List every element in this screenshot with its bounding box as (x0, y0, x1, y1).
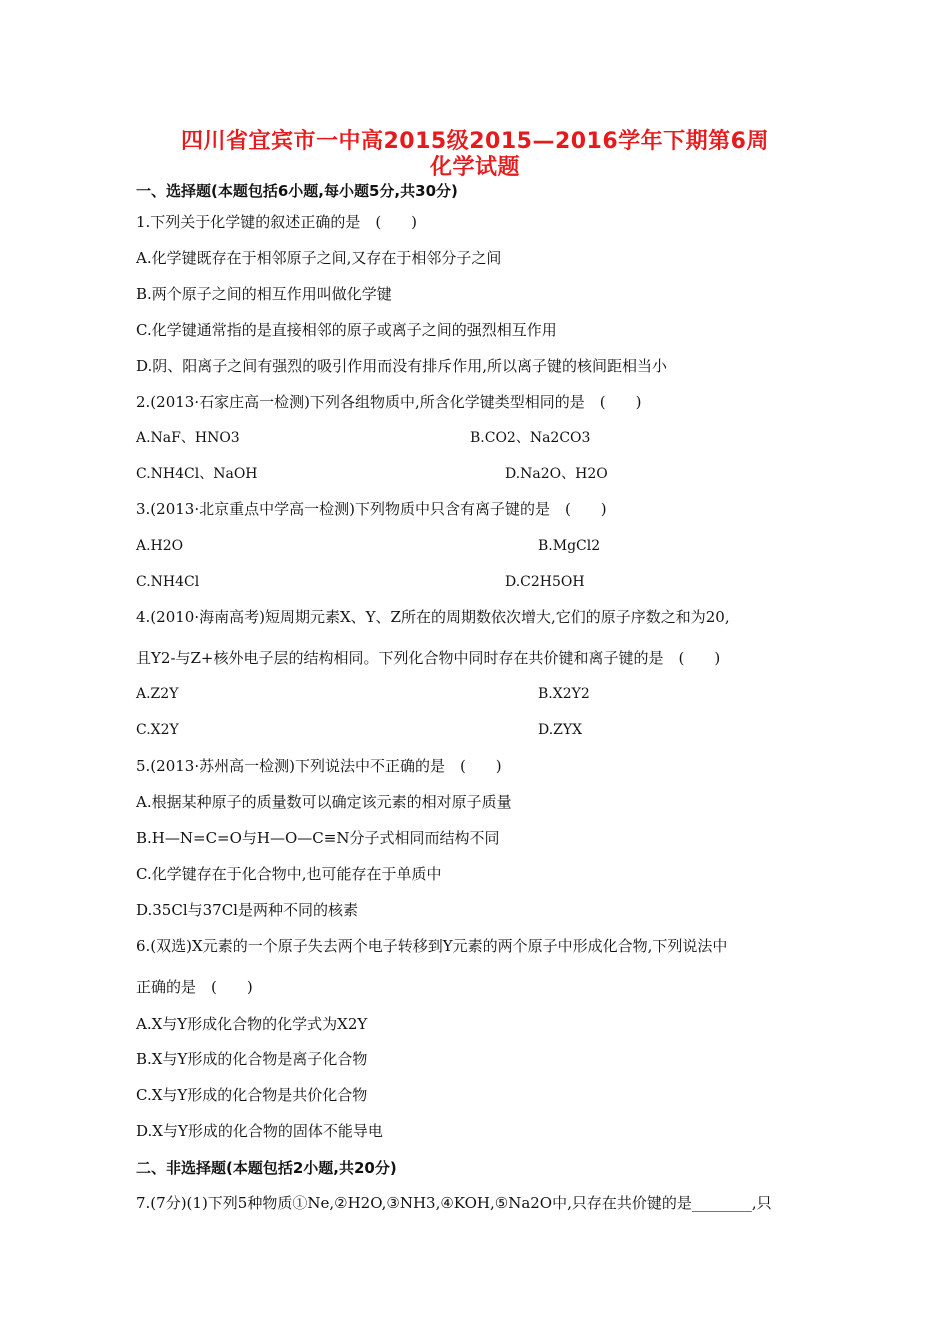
q4-stem-line-2: 且Y2-与Z+核外电子层的结构相同。下列化合物中同时存在共价键和离子键的是 ( ) (136, 649, 721, 667)
q4-option-b: B.X2Y2 (538, 686, 590, 702)
q4-option-d: D.ZYX (538, 722, 583, 738)
q5-stem: 5.(2013·苏州高一检测)下列说法中不正确的是 ( ) (136, 757, 502, 775)
q2-stem: 2.(2013·石家庄高一检测)下列各组物质中,所含化学键类型相同的是 ( ) (136, 393, 642, 411)
q5-option-b: B.H—N=C=O与H—O—C≡N分子式相同而结构不同 (136, 829, 500, 847)
q3-option-a: A.H2O (136, 538, 184, 554)
q3-option-c: C.NH4Cl (136, 574, 200, 590)
q1-option-a: A.化学键既存在于相邻原子之间,又存在于相邻分子之间 (136, 249, 502, 267)
q2-option-b: B.CO2、Na2CO3 (470, 430, 591, 446)
q4-stem-line-1: 4.(2010·海南高考)短周期元素X、Y、Z所在的周期数依次增大,它们的原子序数之和为20, (136, 608, 730, 626)
q6-stem-line-1: 6.(双选)X元素的一个原子失去两个电子转移到Y元素的两个原子中形成化合物,下列说法中 (136, 937, 728, 955)
section-1-heading: 一、选择题(本题包括6小题,每小题5分,共30分) (136, 182, 458, 200)
q5-option-c: C.化学键存在于化合物中,也可能存在于单质中 (136, 865, 442, 883)
q2-option-c: C.NH4Cl、NaOH (136, 466, 258, 482)
q1-option-d: D.阴、阳离子之间有强烈的吸引作用而没有排斥作用,所以离子键的核间距相当小 (136, 357, 668, 375)
q7-stem: 7.(7分)(1)下列5种物质①Ne,②H2O,③NH3,④KOH,⑤Na2O中,只存在共价键的是________,只 (136, 1194, 772, 1212)
title-line-1: 四川省宜宾市一中高2015级2015—2016学年下期第6周 (180, 129, 769, 154)
q5-option-d: D.35Cl与37Cl是两种不同的核素 (136, 901, 358, 919)
q6-stem-line-2: 正确的是 ( ) (136, 978, 253, 996)
q4-option-c: C.X2Y (136, 722, 179, 738)
q3-option-b: B.MgCl2 (538, 538, 601, 554)
q5-option-a: A.根据某种原子的质量数可以确定该元素的相对原子质量 (136, 793, 512, 811)
q2-option-d: D.Na2O、H2O (505, 466, 608, 482)
q1-option-c: C.化学键通常指的是直接相邻的原子或离子之间的强烈相互作用 (136, 321, 557, 339)
title-line-2: 化学试题 (429, 155, 520, 180)
q1-stem: 1.下列关于化学键的叙述正确的是 ( ) (136, 213, 418, 231)
q6-option-c: C.X与Y形成的化合物是共价化合物 (136, 1086, 368, 1104)
q1-option-b: B.两个原子之间的相互作用叫做化学键 (136, 285, 392, 303)
q6-option-b: B.X与Y形成的化合物是离子化合物 (136, 1050, 368, 1068)
q2-option-a: A.NaF、HNO3 (136, 430, 240, 446)
q6-option-a: A.X与Y形成化合物的化学式为X2Y (136, 1015, 368, 1033)
q6-option-d: D.X与Y形成的化合物的固体不能导电 (136, 1122, 383, 1140)
q3-stem: 3.(2013·北京重点中学高一检测)下列物质中只含有离子键的是 ( ) (136, 500, 607, 518)
section-2-heading: 二、非选择题(本题包括2小题,共20分) (136, 1159, 397, 1177)
q4-option-a: A.Z2Y (136, 686, 179, 702)
q3-option-d: D.C2H5OH (505, 574, 585, 590)
